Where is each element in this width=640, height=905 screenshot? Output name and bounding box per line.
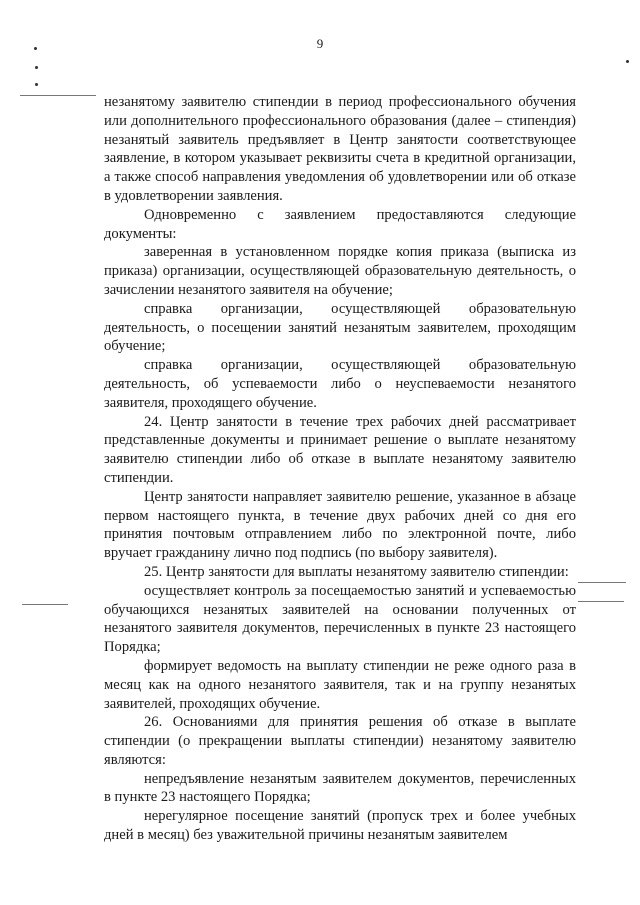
scan-mark — [626, 60, 629, 63]
scan-mark — [34, 47, 37, 50]
paragraph: Центр занятости направляет заявителю решение, указанное в абзаце первом настоящего пункта, в течение двух рабочих дней со дня его принятия почтовым отправлением либо по электронной почте, либо вручает гражданину лично под подпись (по выбору заявителя). — [104, 488, 576, 562]
paragraph: 25. Центр занятости для выплаты незанятому заявителю стипендии: — [144, 563, 569, 580]
paragraph: 26. Основаниями для принятия решения об отказе в выплате стипендии (о прекращении выплаты стипендии) незанятому заявителю являются: — [104, 714, 576, 768]
page-number: 9 — [316, 36, 324, 51]
scan-line — [578, 582, 626, 583]
paragraph: осуществляет контроль за посещаемостью занятий и успеваемостью обучающихся незанятых заявителей на основании полученных от незанятого заявителя документов, перечисленных в пункте 23 настоящего Порядка; — [104, 582, 576, 656]
paragraph: заверенная в установленном порядке копия приказа (выписка из приказа) организации, осуществляющей образовательную деятельность, о зачислении незанятого заявителя на обучение; — [104, 244, 576, 298]
scan-line — [578, 601, 624, 602]
paragraph: непредъявление незанятым заявителем документов, перечисленных в пункте 23 настоящего Порядка; — [104, 770, 576, 806]
paragraph: незанятому заявителю стипендии в период профессионального обучения или дополнительного профессионального образования (далее – стипендия) незанятый заявитель предъявляет в Центр занятости соответствующее заявление, в котором указывает реквизиты счета в кредитной организации, а также способ направления уведомления об удовлетворении или об отказе в удовлетворении заявления. — [104, 94, 576, 204]
scan-mark — [35, 83, 38, 86]
scan-line — [22, 604, 68, 605]
paragraph: нерегулярное посещение занятий (пропуск трех и более учебных дней в месяц) без уважительной причины незанятым заявителем — [104, 808, 576, 844]
paragraph: 24. Центр занятости в течение трех рабочих дней рассматривает представленные документы и принимает решение о выплате незанятому заявителю стипендии либо об отказе в выплате незанятому заявителю стипендии. — [104, 413, 576, 486]
paragraph: Одновременно с заявлением предоставляются следующие документы: — [104, 206, 576, 242]
scan-line — [20, 95, 96, 96]
paragraph: справка организации, осуществляющей образовательную деятельность, об успеваемости либо о неуспеваемости незанятого заявителя, проходящего обучение. — [104, 357, 576, 411]
scan-mark — [35, 66, 38, 69]
paragraph: формирует ведомость на выплату стипендии не реже одного раза в месяц как на одного незанятого заявителя, так и на группу незанятых заявителей, проходящих обучение. — [104, 657, 576, 712]
document-body — [104, 93, 576, 845]
paragraph: справка организации, осуществляющей образовательную деятельность, о посещении занятий незанятым заявителем, проходящим обучение; — [104, 300, 576, 355]
